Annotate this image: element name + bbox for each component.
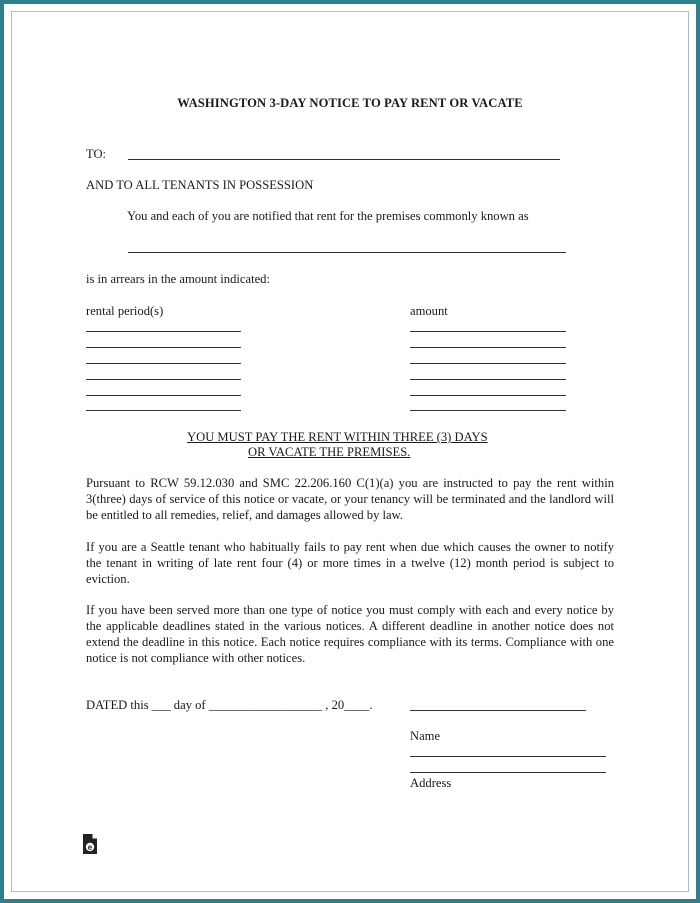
amount-line[interactable] (410, 331, 566, 332)
to-label: TO: (86, 147, 107, 161)
rental-period-line[interactable] (86, 379, 241, 380)
document-title: WASHINGTON 3-DAY NOTICE TO PAY RENT OR VACATE (177, 96, 523, 110)
paragraph-rcw: Pursuant to RCW 59.12.030 and SMC 22.206.160 C(1)(a) you are instructed to pay the rent within 3(three) days of service of this notice or vacate, or your tenancy will be terminated and the landlord will be entitled to all remedies, relief, and damages allowed by law. (86, 476, 614, 522)
amount-line[interactable] (410, 395, 566, 396)
all-tenants-text: AND TO ALL TENANTS IN POSSESSION (86, 178, 314, 192)
rental-period-line[interactable] (86, 347, 241, 348)
rental-period-line[interactable] (86, 410, 241, 411)
paragraph-seattle: If you are a Seattle tenant who habitually fails to pay rent when due which causes the owner to notify the tenant in writing of late rent four (4) or more times in a twelve (12) month period is subject to eviction. (86, 540, 614, 586)
eforms-logo-icon (82, 833, 98, 855)
to-blank-line[interactable] (128, 159, 560, 160)
name-line[interactable] (410, 756, 606, 757)
rental-period-line[interactable] (86, 363, 241, 364)
address-line[interactable] (410, 772, 606, 773)
amount-line[interactable] (410, 363, 566, 364)
premises-blank-line[interactable] (128, 252, 566, 253)
rental-period-line[interactable] (86, 331, 241, 332)
amount-line[interactable] (410, 410, 566, 411)
rental-period-header: rental period(s) (86, 304, 164, 318)
paragraph-multiple-notices: If you have been served more than one type of notice you must comply with each and every notice by the applicable deadlines stated in the various notices. A different deadline in another notice does not extend the deadline in this notice. Each notice requires compliance with its terms. Compliance with one notice is not compliance with other notices. (86, 603, 614, 665)
signature-line[interactable] (410, 710, 586, 711)
logo-letter: e (87, 842, 93, 852)
intro-text: You and each of you are notified that rent for the premises commonly known as (127, 209, 529, 223)
dated-line: DATED this ___ day of __________________ , 20____. (86, 698, 373, 712)
address-label: Address (410, 776, 452, 790)
amount-header: amount (410, 304, 448, 318)
name-label: Name (410, 729, 441, 743)
warning-line-1: YOU MUST PAY THE RENT WITHIN THREE (3) DAYS (187, 430, 488, 444)
warning-line-2: OR VACATE THE PREMISES. (248, 445, 411, 459)
amount-line[interactable] (410, 347, 566, 348)
arrears-text: is in arrears in the amount indicated: (86, 272, 270, 286)
amount-line[interactable] (410, 379, 566, 380)
rental-period-line[interactable] (86, 395, 241, 396)
